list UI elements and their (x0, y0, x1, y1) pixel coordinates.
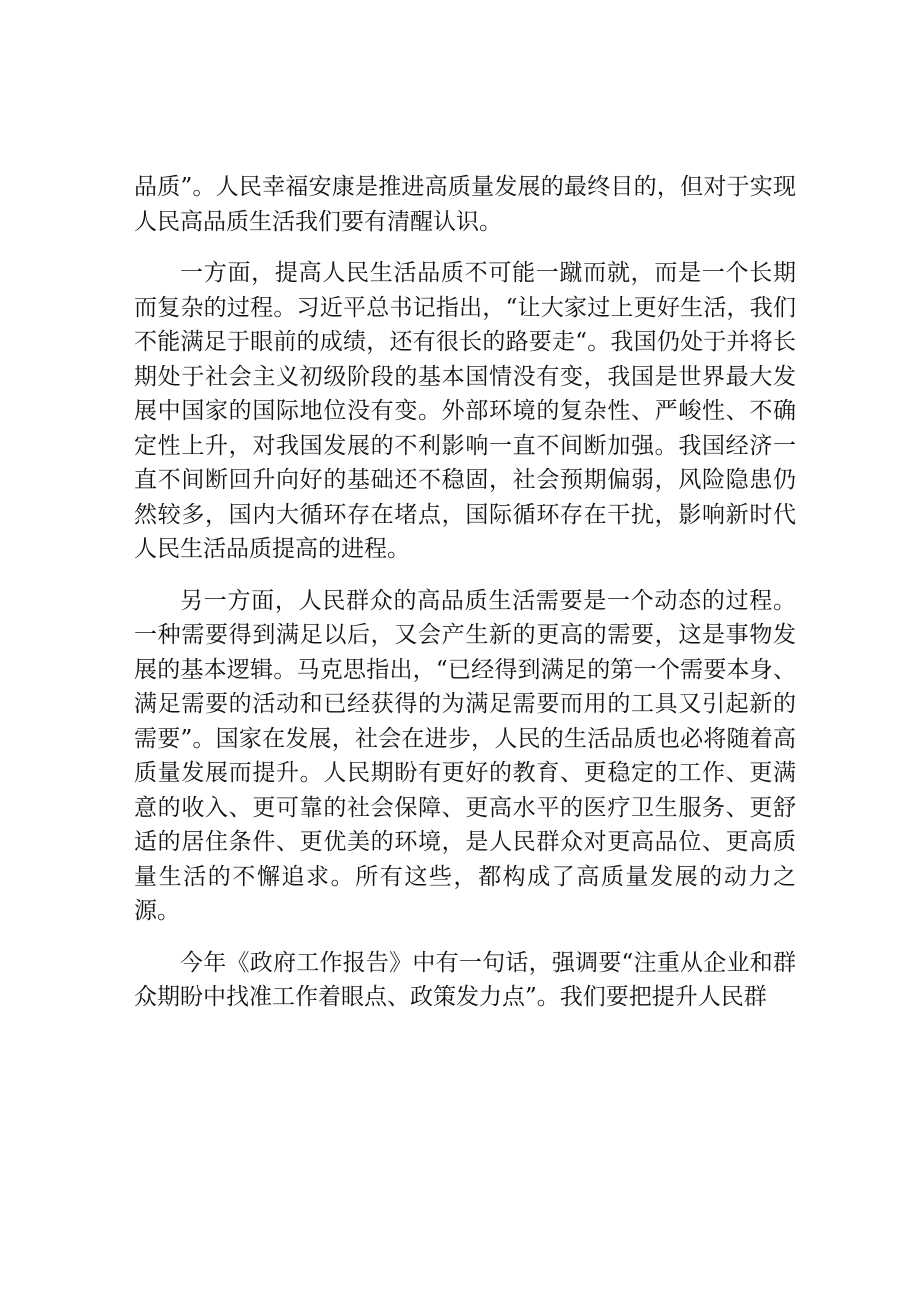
document-body (134, 170, 796, 1032)
paragraph-4: 今年《政府工作报告》中有一句话，强调要“注重从企业和群众期盼中找准工作着眼点、政策发力点”。我们要把提升人民群 (134, 949, 796, 1010)
paragraph-1: 品质”。人民幸福安康是推进高质量发展的最终目的，但对于实现人民高品质生活我们要有清醒认识。 (134, 174, 796, 235)
paragraph-3: 另一方面，人民群众的高品质生活需要是一个动态的过程。一种需要得到满足以后，又会产生新的更高的需要，这是事物发展的基本逻辑。马克思指出，“已经得到满足的第一个需要本身、满足需要的活动和已经获得的为满足需要而用的工具又引起新的需要”。国家在发展，社会在进步，人民的生活品质也必将随着高质量发展而提升。人民期盼有更好的教育、更稳定的工作、更满意的收入、更可靠的社会保障、更高水平的医疗卫生服务、更舒适的居住条件、更优美的环境，是人民群众对更高品位、更高质量生活的不懈追求。所有这些，都构成了高质量发展的动力之源。 (134, 587, 796, 924)
paragraph-2: 一方面，提高人民生活品质不可能一蹴而就，而是一个长期而复杂的过程。习近平总书记指出，“让大家过上更好生活，我们不能满足于眼前的成绩，还有很长的路要走“。我国仍处于并将长期处于社会主义初级阶段的基本国情没有变，我国是世界最大发展中国家的国际地位没有变。外部环境的复杂性、严峻性、不确定性上升，对我国发展的不利影响一直不间断加强。我国经济一直不间断回升向好的基础还不稳固，社会预期偏弱，风险隐患仍然较多，国内大循环存在堵点，国际循环存在干扰，影响新时代人民生活品质提高的进程。 (134, 260, 796, 562)
